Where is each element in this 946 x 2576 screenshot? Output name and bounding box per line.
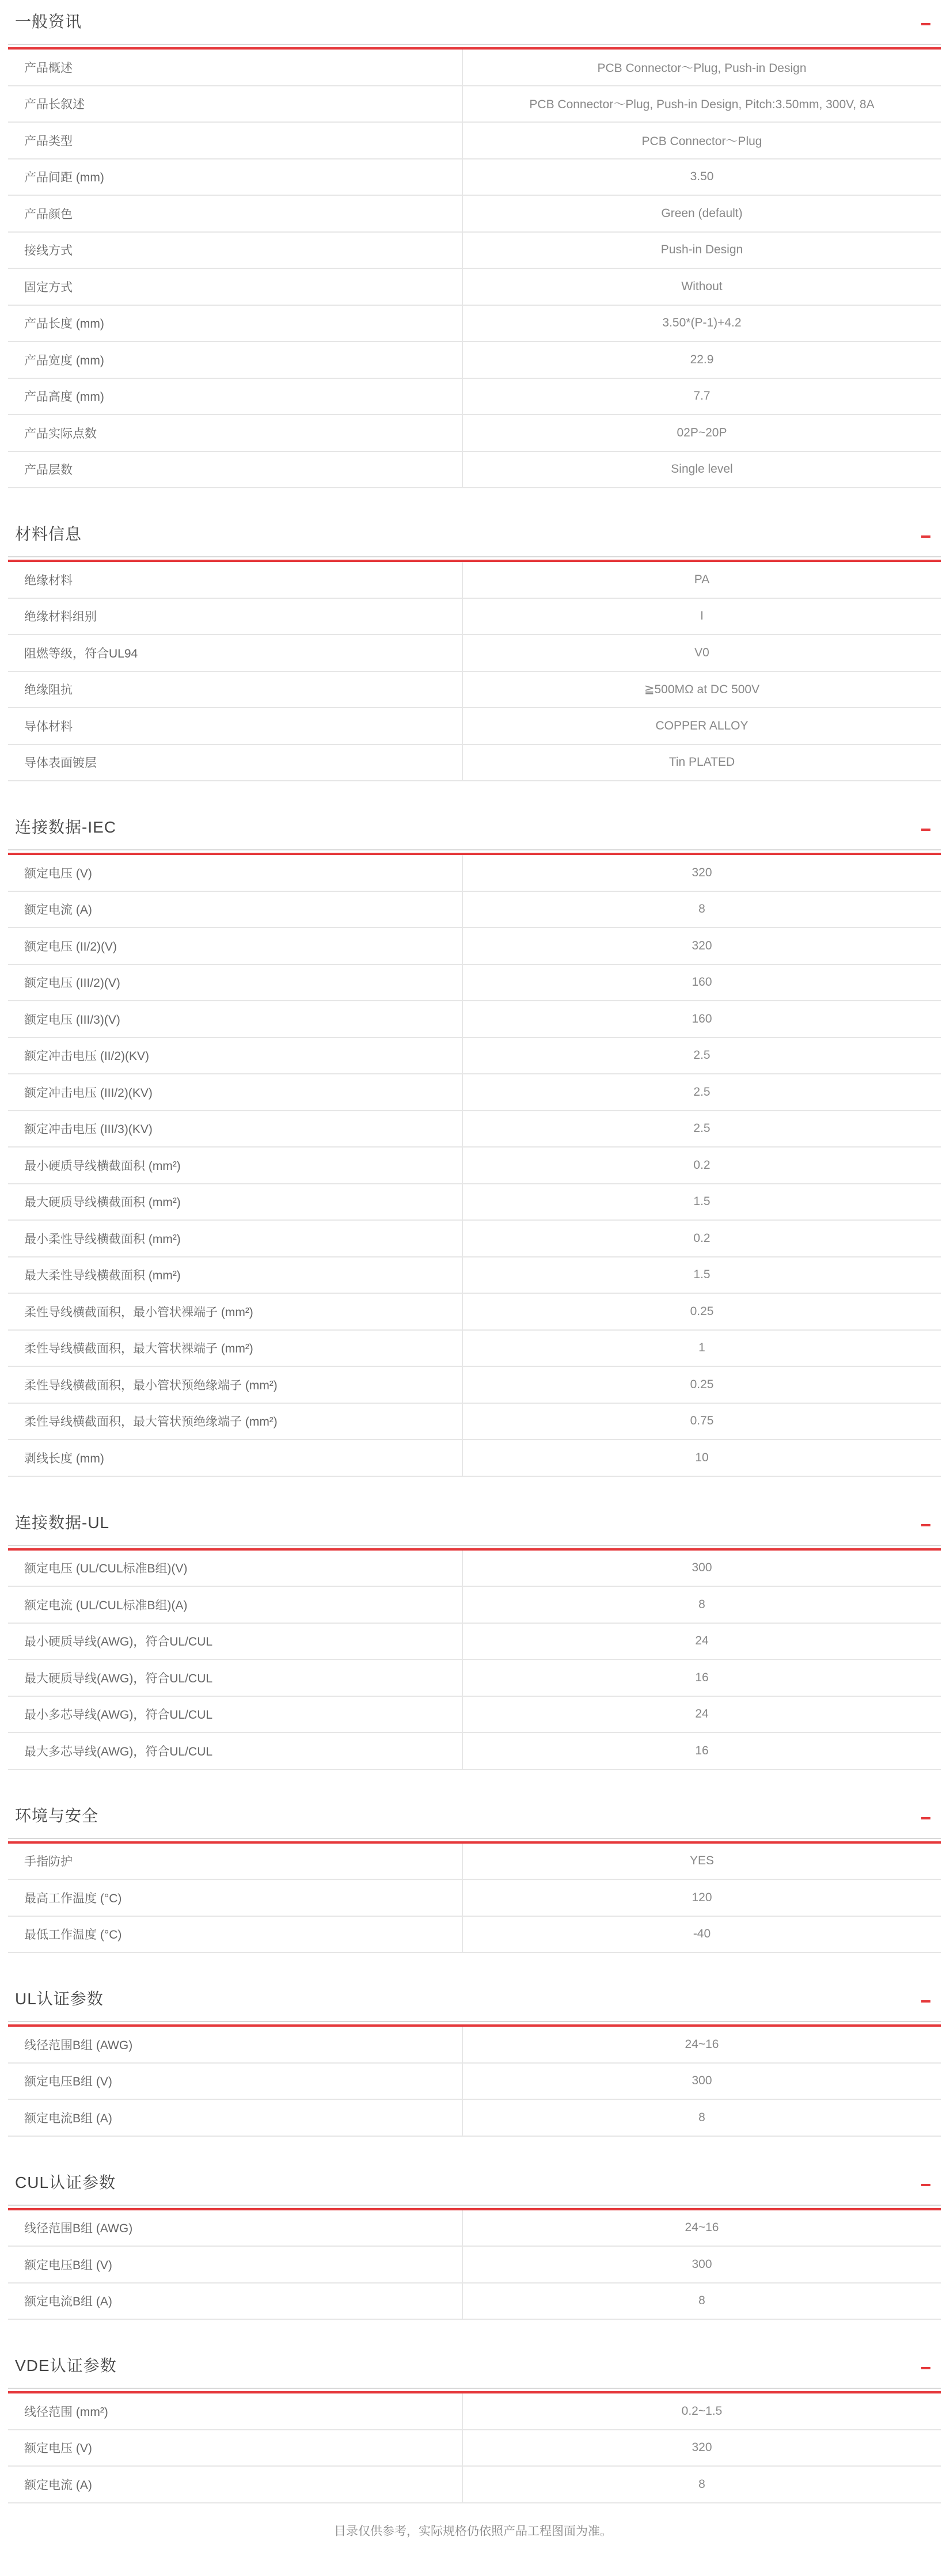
spec-row (8, 635, 941, 672)
spec-value: 320 (692, 939, 712, 952)
spec-row (8, 855, 941, 892)
section-header[interactable] (8, 806, 941, 855)
spec-label: 额定电压B组 (V) (8, 2247, 463, 2282)
spec-label: 额定冲击电压 (II/2)(KV) (8, 1038, 463, 1074)
spec-value: 3.50 (690, 170, 714, 184)
spec-label: 接线方式 (8, 233, 463, 268)
spec-row (8, 123, 941, 159)
spec-row (8, 1880, 941, 1917)
spec-table (8, 562, 941, 781)
spec-value: Single level (671, 462, 733, 476)
spec-row (8, 159, 941, 196)
spec-label: 产品概述 (8, 50, 463, 85)
spec-value: 0.75 (690, 1414, 714, 1428)
spec-section (8, 806, 941, 1501)
spec-row (8, 2210, 941, 2247)
collapse-icon[interactable] (921, 2367, 930, 2369)
spec-value: 320 (692, 2441, 712, 2455)
spec-label: 绝缘材料 (8, 562, 463, 598)
spec-row (8, 928, 941, 965)
section-title: 连接数据-UL (15, 1513, 110, 1532)
spec-row (8, 2064, 941, 2100)
spec-label: 最大硬质导线(AWG)，符合UL/CUL (8, 1660, 463, 1696)
spec-label: 剥线长度 (mm) (8, 1440, 463, 1476)
spec-value: 24 (695, 1707, 709, 1721)
spec-table (8, 2393, 941, 2503)
spec-value: 10 (695, 1450, 709, 1464)
spec-row (8, 342, 941, 379)
spec-table (8, 50, 941, 488)
spec-value: 24 (695, 1634, 709, 1648)
spec-label: 柔性导线横截面积，最大管状裸端子 (mm²) (8, 1331, 463, 1366)
spec-label: 额定电流 (A) (8, 2467, 463, 2502)
spec-value: Green (default) (661, 206, 743, 220)
section-header[interactable] (8, 1501, 941, 1551)
spec-row (8, 1624, 941, 1661)
spec-row (8, 2247, 941, 2284)
spec-row (8, 1697, 941, 1734)
spec-label: 最大硬质导线横截面积 (mm²) (8, 1184, 463, 1220)
spec-row (8, 1587, 941, 1624)
spec-table (8, 855, 941, 1477)
spec-label: 额定电压 (III/2)(V) (8, 965, 463, 1001)
spec-row (8, 1440, 941, 1477)
spec-value: 120 (692, 1890, 712, 1904)
spec-label: 固定方式 (8, 269, 463, 305)
spec-value: 8 (698, 2110, 705, 2124)
spec-value: COPPER ALLOY (655, 719, 749, 732)
spec-label: 产品长叙述 (8, 86, 463, 122)
section-title: 环境与安全 (15, 1806, 99, 1825)
spec-label: 最大柔性导线横截面积 (mm²) (8, 1257, 463, 1293)
spec-value: 0.2~1.5 (681, 2404, 723, 2418)
spec-label: 额定电压 (UL/CUL标准B组)(V) (8, 1551, 463, 1586)
spec-value: 22.9 (690, 352, 714, 366)
spec-label: 手指防护 (8, 1844, 463, 1879)
spec-label: 额定电压 (V) (8, 2430, 463, 2466)
spec-label: 最高工作温度 (°C) (8, 1880, 463, 1916)
spec-label: 最大多芯导线(AWG)，符合UL/CUL (8, 1733, 463, 1769)
spec-label: 额定电压 (V) (8, 855, 463, 891)
section-header[interactable] (8, 0, 941, 50)
spec-row (8, 745, 941, 782)
spec-value: Tin PLATED (668, 755, 735, 769)
section-header[interactable] (8, 1977, 941, 2027)
spec-value: 2.5 (693, 1122, 711, 1135)
spec-row (8, 50, 941, 86)
spec-value: 3.50*(P-1)+4.2 (662, 316, 742, 330)
spec-row (8, 599, 941, 636)
spec-value: YES (689, 1854, 715, 1868)
spec-row (8, 1660, 941, 1697)
spec-label: 额定电流B组 (A) (8, 2100, 463, 2136)
spec-value: 0.25 (690, 1377, 714, 1391)
spec-value: 8 (698, 2477, 705, 2491)
spec-label: 线径范围 (mm²) (8, 2393, 463, 2429)
spec-label: 最小柔性导线横截面积 (mm²) (8, 1221, 463, 1256)
spec-label: 阻燃等级，符合UL94 (8, 635, 463, 671)
spec-value: 0.25 (690, 1304, 714, 1318)
spec-label: 产品间距 (mm) (8, 159, 463, 195)
section-title: VDE认证参数 (15, 2357, 117, 2374)
spec-table (8, 1844, 941, 1954)
spec-section (8, 1794, 941, 1978)
spec-section (8, 0, 941, 512)
spec-label: 产品实际点数 (8, 415, 463, 451)
spec-table (8, 1551, 941, 1770)
spec-section (8, 1977, 941, 2161)
spec-row (8, 1733, 941, 1770)
spec-row (8, 2430, 941, 2467)
spec-label: 柔性导线横截面积，最小管状裸端子 (mm²) (8, 1294, 463, 1329)
spec-row (8, 2100, 941, 2137)
spec-row (8, 1111, 941, 1148)
spec-row (8, 1844, 941, 1880)
spec-row (8, 1148, 941, 1184)
section-title: 一般资讯 (15, 13, 82, 31)
spec-table (8, 2027, 941, 2137)
spec-row (8, 415, 941, 452)
spec-row (8, 1404, 941, 1441)
spec-value: PCB Connector～Plug (641, 134, 762, 148)
spec-row (8, 1184, 941, 1221)
spec-value: Without (681, 279, 723, 293)
spec-table (8, 2210, 941, 2320)
spec-value: 0.2 (693, 1158, 711, 1172)
spec-row (8, 892, 941, 929)
spec-value: 300 (692, 2074, 712, 2088)
spec-value: 160 (692, 975, 712, 989)
spec-label: 产品颜色 (8, 196, 463, 231)
spec-label: 产品高度 (mm) (8, 379, 463, 415)
spec-row (8, 2393, 941, 2430)
spec-section (8, 2161, 941, 2345)
spec-value: 160 (692, 1012, 712, 1025)
spec-value: 1.5 (693, 1268, 711, 1282)
footer-note: 目录仅供参考，实际规格仍依照产品工程图面为准。 (334, 2525, 612, 2538)
spec-row (8, 1038, 941, 1075)
spec-row (8, 233, 941, 269)
spec-label: 额定电压 (III/3)(V) (8, 1001, 463, 1037)
collapse-icon[interactable] (921, 1524, 930, 1526)
spec-row (8, 1001, 941, 1038)
section-title: 材料信息 (15, 525, 82, 543)
section-header[interactable] (8, 1794, 941, 1844)
spec-label: 线径范围B组 (AWG) (8, 2027, 463, 2062)
spec-row (8, 708, 941, 745)
spec-section (8, 512, 941, 806)
spec-value: 8 (698, 2294, 705, 2308)
spec-row (8, 2467, 941, 2503)
spec-label: 最小多芯导线(AWG)，符合UL/CUL (8, 1697, 463, 1732)
collapse-icon[interactable] (921, 2184, 930, 2186)
spec-value: PCB Connector～Plug, Push-in Design, Pitch:3.50mm, 300V, 8A (529, 98, 875, 112)
collapse-icon[interactable] (921, 535, 930, 538)
spec-row (8, 86, 941, 123)
spec-row (8, 1917, 941, 1954)
spec-value: -40 (693, 1927, 711, 1941)
spec-label: 最低工作温度 (°C) (8, 1917, 463, 1952)
spec-value: 16 (695, 1670, 709, 1684)
spec-label: 产品宽度 (mm) (8, 342, 463, 378)
spec-value: 8 (698, 1597, 705, 1611)
spec-value: 02P~20P (677, 425, 727, 439)
spec-value: 7.7 (693, 389, 711, 403)
spec-section (8, 2344, 941, 2528)
spec-row (8, 452, 941, 489)
spec-row (8, 1294, 941, 1331)
spec-row (8, 562, 941, 599)
spec-label: 绝缘材料组别 (8, 599, 463, 634)
spec-row (8, 1331, 941, 1367)
spec-label: 额定电流 (UL/CUL标准B组)(A) (8, 1587, 463, 1623)
spec-label: 线径范围B组 (AWG) (8, 2210, 463, 2246)
section-title: UL认证参数 (15, 1990, 104, 2008)
spec-row (8, 379, 941, 416)
spec-label: 产品类型 (8, 123, 463, 158)
spec-value: 2.5 (693, 1085, 711, 1099)
spec-value: 24~16 (685, 2221, 719, 2235)
spec-row (8, 196, 941, 233)
spec-label: 额定冲击电压 (III/2)(KV) (8, 1074, 463, 1110)
section-title: CUL认证参数 (15, 2173, 116, 2191)
spec-label: 柔性导线横截面积，最小管状预绝缘端子 (mm²) (8, 1367, 463, 1403)
spec-row (8, 1257, 941, 1294)
spec-label: 导体材料 (8, 708, 463, 744)
collapse-icon[interactable] (921, 829, 930, 831)
spec-row (8, 1551, 941, 1587)
spec-label: 柔性导线横截面积，最大管状预绝缘端子 (mm²) (8, 1404, 463, 1439)
spec-label: 额定电压 (II/2)(V) (8, 928, 463, 964)
spec-value: ≧500MΩ at DC 500V (644, 682, 760, 696)
spec-value: 0.2 (693, 1231, 711, 1245)
spec-row (8, 2284, 941, 2320)
section-header[interactable] (8, 2161, 941, 2210)
section-header[interactable] (8, 2344, 941, 2393)
spec-value: 300 (692, 2257, 712, 2271)
collapse-icon[interactable] (921, 23, 930, 25)
spec-label: 最小硬质导线(AWG)，符合UL/CUL (8, 1624, 463, 1659)
spec-value: PA (694, 572, 710, 586)
spec-row (8, 672, 941, 709)
spec-label: 额定电流B组 (A) (8, 2284, 463, 2319)
spec-label: 最小硬质导线横截面积 (mm²) (8, 1148, 463, 1183)
collapse-icon[interactable] (921, 1817, 930, 1819)
spec-value: 1.5 (693, 1195, 711, 1209)
spec-value: I (700, 609, 704, 623)
section-title: 连接数据-IEC (15, 818, 117, 836)
section-header[interactable] (8, 512, 941, 562)
spec-label: 额定电流 (A) (8, 892, 463, 928)
spec-value: V0 (694, 645, 709, 659)
spec-value: 24~16 (685, 2037, 719, 2051)
spec-value: PCB Connector～Plug, Push-in Design (597, 61, 807, 75)
spec-value: 2.5 (693, 1048, 711, 1062)
spec-label: 绝缘阻抗 (8, 672, 463, 708)
spec-value: Push-in Design (660, 243, 743, 257)
spec-row (8, 306, 941, 343)
spec-label: 导体表面镀层 (8, 745, 463, 781)
collapse-icon[interactable] (921, 2000, 930, 2003)
spec-row (8, 1367, 941, 1404)
spec-row (8, 1221, 941, 1257)
spec-label: 产品长度 (mm) (8, 306, 463, 341)
spec-row (8, 1074, 941, 1111)
spec-value: 320 (692, 865, 712, 879)
spec-row (8, 965, 941, 1002)
spec-section (8, 1501, 941, 1794)
spec-value: 16 (695, 1743, 709, 1757)
spec-page (8, 0, 941, 2528)
spec-value: 8 (698, 902, 705, 916)
spec-value: 300 (692, 1561, 712, 1575)
spec-value: 1 (698, 1341, 705, 1355)
spec-row (8, 2027, 941, 2064)
spec-label: 额定电压B组 (V) (8, 2064, 463, 2099)
spec-label: 额定冲击电压 (III/3)(KV) (8, 1111, 463, 1147)
spec-row (8, 269, 941, 306)
spec-label: 产品层数 (8, 452, 463, 488)
